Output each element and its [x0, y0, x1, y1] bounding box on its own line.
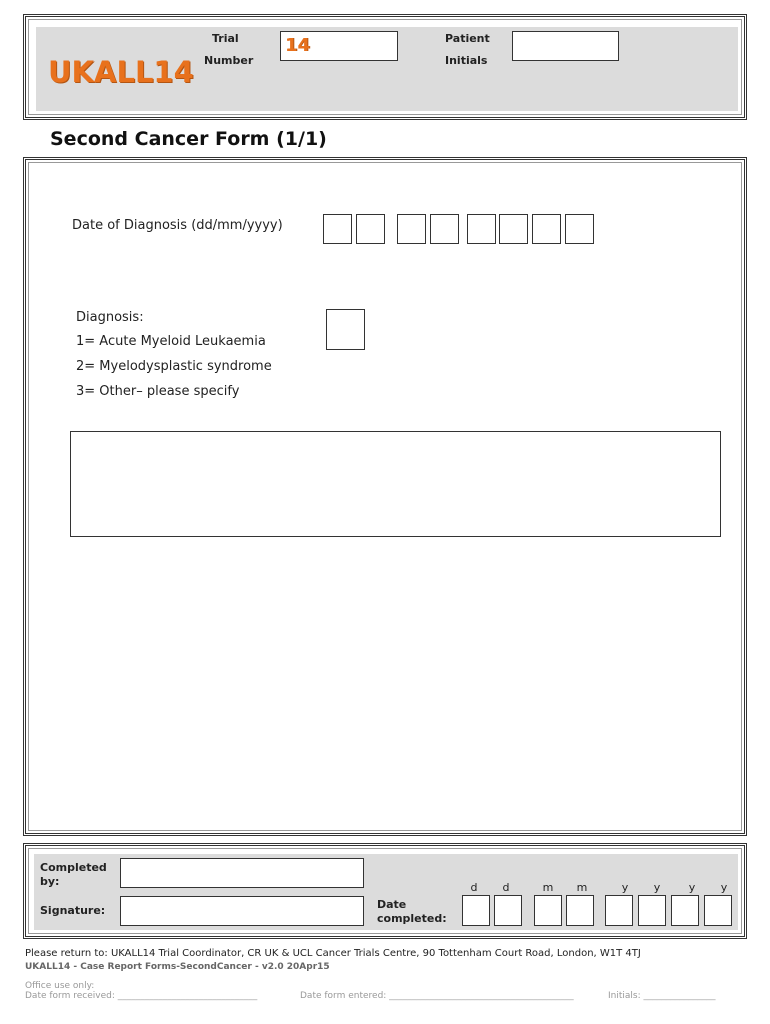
completed-day-digit-2[interactable]: [494, 895, 522, 926]
trial-number-field[interactable]: [280, 31, 398, 61]
footer-frame: [23, 843, 747, 939]
number-label: Number: [204, 54, 254, 67]
completed-month-digit-2[interactable]: [566, 895, 594, 926]
signature-label: Signature:: [40, 904, 106, 917]
diagnosis-year-digit-3[interactable]: [532, 214, 561, 244]
footer-panel: [34, 854, 738, 930]
trial-label: Trial: [212, 32, 239, 45]
trial-number-value: 14: [285, 35, 311, 56]
date-completed-label-line-1: Date: [377, 898, 407, 911]
date-letter-y4: y: [720, 881, 728, 894]
date-letter-d2: d: [502, 881, 510, 894]
completed-year-digit-1[interactable]: [605, 895, 633, 926]
version-note: UKALL14 - Case Report Forms-SecondCancer - v2.0 20Apr15: [25, 962, 330, 972]
completed-year-digit-4[interactable]: [704, 895, 732, 926]
office-use-label: Office use only:: [25, 981, 95, 991]
diagnosis-day-digit-2[interactable]: [356, 214, 385, 244]
signature-field[interactable]: [120, 896, 364, 926]
completed-year-digit-2[interactable]: [638, 895, 666, 926]
initials-label: Initials: [445, 54, 488, 67]
date-letter-m2: m: [576, 881, 588, 894]
patient-label: Patient: [445, 32, 490, 45]
diagnosis-month-digit-2[interactable]: [430, 214, 459, 244]
date-completed-label: [377, 898, 447, 926]
diagnosis-year-digit-1[interactable]: [467, 214, 496, 244]
date-completed-label-line-2: completed:: [377, 912, 447, 925]
diagnosis-year-digit-2[interactable]: [499, 214, 528, 244]
completed-year-digit-3[interactable]: [671, 895, 699, 926]
header-panel: [36, 27, 738, 111]
completed-by-label-line-1: Completed: [40, 861, 107, 874]
diagnosis-label: Diagnosis:: [76, 310, 144, 325]
office-initials-line: Initials: ________________: [608, 991, 716, 1001]
diagnosis-year-digit-4[interactable]: [565, 214, 594, 244]
date-letter-y3: y: [688, 881, 696, 894]
diagnosis-option-1: 1= Acute Myeloid Leukaemia: [76, 334, 266, 349]
header-frame: [23, 14, 747, 120]
date-form-entered-line: Date form entered: _________________________________________: [300, 991, 574, 1001]
page-title: Second Cancer Form (1/1): [50, 128, 327, 150]
date-of-diagnosis-label: Date of Diagnosis (dd/mm/yyyy): [72, 218, 283, 233]
date-form-received-line: Date form received: _______________________________: [25, 991, 258, 1001]
diagnosis-option-3: 3= Other– please specify: [76, 384, 240, 399]
other-specify-field[interactable]: [70, 431, 721, 537]
completed-by-field[interactable]: [120, 858, 364, 888]
completed-month-digit-1[interactable]: [534, 895, 562, 926]
ukall14-logo: UKALL14: [48, 55, 194, 89]
completed-by-label: [40, 861, 107, 889]
date-letter-y1: y: [621, 881, 629, 894]
diagnosis-month-digit-1[interactable]: [397, 214, 426, 244]
patient-initials-field[interactable]: [512, 31, 619, 61]
return-address-note: Please return to: UKALL14 Trial Coordinator, CR UK & UCL Cancer Trials Centre, 90 Tottenham Court Road, London, W1T 4TJ: [25, 948, 641, 959]
completed-day-digit-1[interactable]: [462, 895, 490, 926]
diagnosis-code-field[interactable]: [326, 309, 365, 350]
date-letter-y2: y: [653, 881, 661, 894]
diagnosis-day-digit-1[interactable]: [323, 214, 352, 244]
diagnosis-option-2: 2= Myelodysplastic syndrome: [76, 359, 272, 374]
date-letter-m1: m: [542, 881, 554, 894]
date-letter-d1: d: [470, 881, 478, 894]
completed-by-label-line-2: by:: [40, 875, 60, 888]
